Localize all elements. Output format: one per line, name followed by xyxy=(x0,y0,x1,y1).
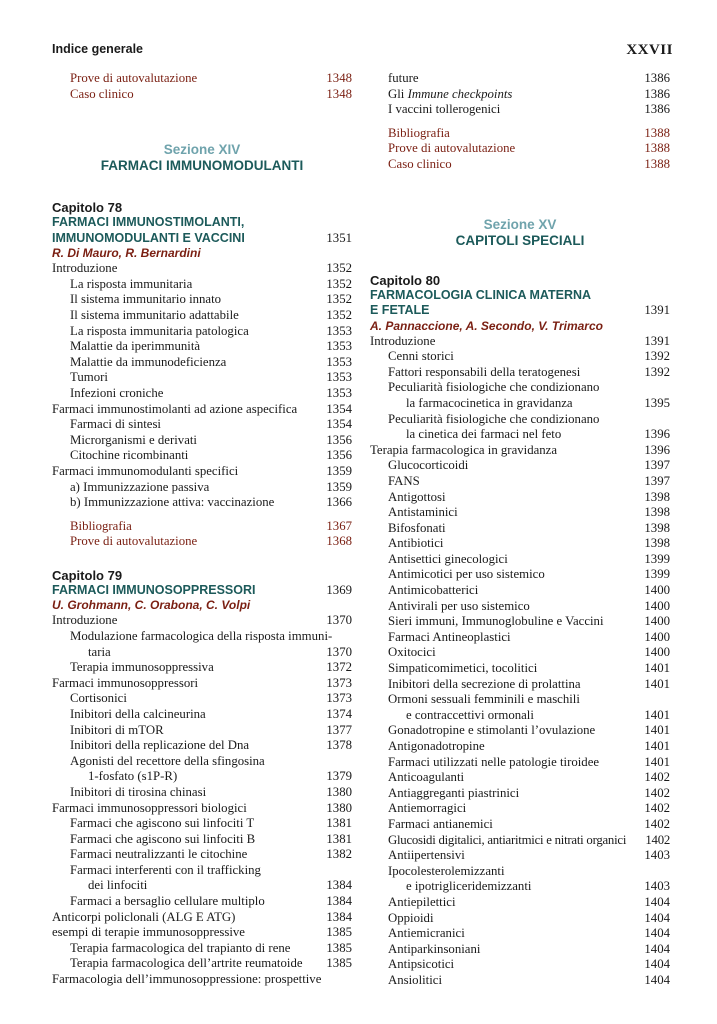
toc-entry[interactable]: Oppioidi 1404 xyxy=(388,910,670,925)
chapter-authors: A. Pannaccione, A. Secondo, V. Trimarco xyxy=(370,318,603,333)
toc-entry[interactable]: Anticorpi policlonali (ALG E ATG) 1384 xyxy=(52,909,352,924)
toc-entry[interactable]: Antistaminici 1398 xyxy=(388,505,670,520)
toc-entry[interactable]: Farmaci immunostimolanti ad azione aspecifica 1354 xyxy=(52,401,352,416)
toc-entry[interactable]: Antiemicranici 1404 xyxy=(388,926,670,941)
toc-entry[interactable]: e contraccettivi ormonali 1401 xyxy=(406,707,670,722)
toc-entry[interactable]: Introduzione 1352 xyxy=(52,261,352,276)
toc-entry[interactable]: Farmaci immunosoppressori biologici 1380 xyxy=(52,800,352,815)
toc-entry[interactable]: Antimicotici per uso sistemico 1399 xyxy=(388,567,670,582)
toc-entry-prove[interactable]: Prove di autovalutazione 1368 xyxy=(70,534,352,549)
section-number: Sezione XIV xyxy=(163,142,241,158)
chapter-authors: R. Di Mauro, R. Bernardini xyxy=(52,246,201,261)
toc-entry[interactable]: Gonadotropine e stimolanti l’ovulazione 1401 xyxy=(388,723,670,738)
toc-entry[interactable]: Fattori responsabili della teratogenesi 1392 xyxy=(388,364,670,379)
toc-entry[interactable]: Farmaci antianemici 1402 xyxy=(388,816,670,831)
toc-entry[interactable]: Inibitori di mTOR 1377 xyxy=(70,722,352,737)
toc-entry[interactable]: future 1386 xyxy=(388,71,670,85)
toc-entry-prove[interactable]: Prove di autovalutazione 1388 xyxy=(388,141,670,156)
toc-entry[interactable]: Farmaci neutralizzanti le citochine 1382 xyxy=(70,847,352,862)
toc-entry[interactable]: Simpaticomimetici, tocolitici 1401 xyxy=(388,661,670,676)
chapter-title-line[interactable]: FARMACI IMMUNOSOPPRESSORI 1369 xyxy=(52,582,352,597)
toc-entry[interactable]: Peculiarità fisiologiche che condizionano xyxy=(388,411,600,426)
toc-entry[interactable]: Farmaci utilizzati nelle patologie tiroidee 1401 xyxy=(388,754,670,769)
chapter-number: Capitolo 80 xyxy=(370,272,441,288)
toc-entry[interactable]: 1-fosfato (s1P-R) 1379 xyxy=(88,769,352,784)
toc-entry[interactable]: Bifosfonati 1398 xyxy=(388,520,670,535)
toc-entry[interactable]: Tumori 1353 xyxy=(70,370,352,385)
toc-entry[interactable]: Antiparkinsoniani 1404 xyxy=(388,941,670,956)
toc-entry[interactable]: I vaccini tollerogenici 1386 xyxy=(388,102,670,117)
toc-entry[interactable]: Sieri immuni, Immunoglobuline e Vaccini 1400 xyxy=(388,614,670,629)
toc-entry[interactable]: la farmacocinetica in gravidanza 1395 xyxy=(406,395,670,410)
toc-entry[interactable]: esempi di terapie immunosoppressive 1385 xyxy=(52,925,352,940)
toc-entry[interactable]: b) Immunizzazione attiva: vaccinazione 1366 xyxy=(70,495,352,510)
toc-entry[interactable]: Il sistema immunitario adattabile 1352 xyxy=(70,307,352,322)
toc-entry[interactable]: Oxitocici 1400 xyxy=(388,645,670,660)
toc-entry-prove[interactable]: Prove di autovalutazione 1348 xyxy=(70,71,352,85)
toc-entry[interactable]: taria 1370 xyxy=(88,644,352,659)
toc-entry[interactable]: Modulazione farmacologica della risposta immuni- xyxy=(70,628,333,643)
toc-entry[interactable]: Inibitori della replicazione del Dna 1378 xyxy=(70,738,352,753)
toc-left-column xyxy=(52,71,352,988)
chapter-number: Capitolo 79 xyxy=(52,567,123,583)
toc-entry[interactable]: Farmaci immunomodulanti specifici 1359 xyxy=(52,463,352,478)
toc-entry[interactable]: a) Immunizzazione passiva 1359 xyxy=(70,479,352,494)
toc-entry[interactable]: Malattie da iperimmunità 1353 xyxy=(70,339,352,354)
toc-entry[interactable]: Terapia farmacologica del trapianto di rene 1385 xyxy=(70,940,352,955)
toc-entry[interactable]: Antiaggreganti piastrinici 1402 xyxy=(388,785,670,800)
toc-entry[interactable]: Malattie da immunodeficienza 1353 xyxy=(70,354,352,369)
toc-entry[interactable]: Antisettici ginecologici 1399 xyxy=(388,551,670,566)
toc-entry[interactable]: La risposta immunitaria patologica 1353 xyxy=(70,323,352,338)
toc-entry[interactable]: Antiepilettici 1404 xyxy=(388,894,670,909)
toc-entry-bibliografia[interactable]: Bibliografia 1388 xyxy=(388,125,670,140)
section-title: CAPITOLI SPECIALI xyxy=(455,232,585,248)
toc-entry[interactable]: Glucosidi digitalici, antiaritmici e nitrati organici 1402 xyxy=(388,832,670,847)
toc-entry[interactable]: Microrganismi e derivati 1356 xyxy=(70,432,352,447)
toc-entry[interactable]: Farmaci di sintesi 1354 xyxy=(70,417,352,432)
toc-entry[interactable]: Introduzione 1370 xyxy=(52,613,352,628)
toc-entry[interactable]: Terapia farmacologica dell’artrite reumatoide 1385 xyxy=(70,956,352,971)
section-number: Sezione XV xyxy=(483,216,557,232)
toc-entry[interactable]: Farmaci che agiscono sui linfociti B 1381 xyxy=(70,831,352,846)
toc-entry-caso-clinico[interactable]: Caso clinico 1388 xyxy=(388,156,670,171)
toc-entry[interactable]: la cinetica dei farmaci nel feto 1396 xyxy=(406,427,670,442)
chapter-title-line[interactable]: IMMUNOMODULANTI E VACCINI 1351 xyxy=(52,230,352,245)
toc-entry-caso-clinico[interactable]: Caso clinico 1348 xyxy=(70,86,352,101)
toc-entry[interactable]: Farmaci immunosoppressori 1373 xyxy=(52,675,352,690)
running-header-title: Indice generale xyxy=(52,42,144,56)
toc-entry[interactable]: FANS 1397 xyxy=(388,473,670,488)
toc-entry[interactable]: Antibiotici 1398 xyxy=(388,536,670,551)
toc-entry-bibliografia[interactable]: Bibliografia 1367 xyxy=(70,518,352,533)
toc-entry[interactable]: Il sistema immunitario innato 1352 xyxy=(70,292,352,307)
toc-entry[interactable]: Antigottosi 1398 xyxy=(388,489,670,504)
toc-entry[interactable]: Infezioni croniche 1353 xyxy=(70,385,352,400)
toc-entry[interactable]: Terapia immunosoppressiva 1372 xyxy=(70,660,352,675)
toc-entry[interactable]: Ormoni sessuali femminili e maschili xyxy=(388,692,580,707)
toc-entry[interactable]: Antiemorragici 1402 xyxy=(388,801,670,816)
toc-entry[interactable]: Inibitori della calcineurina 1374 xyxy=(70,706,352,721)
toc-entry[interactable]: Peculiarità fisiologiche che condizionano xyxy=(388,380,600,395)
toc-entry[interactable]: Ipocolesterolemizzanti xyxy=(388,863,505,878)
toc-entry[interactable]: Antimicobatterici 1400 xyxy=(388,583,670,598)
toc-entry[interactable]: Agonisti del recettore della sfingosina xyxy=(70,753,265,768)
toc-entry[interactable]: Farmaci interferenti con il trafficking xyxy=(70,862,261,877)
toc-entry[interactable]: Antiipertensivi 1403 xyxy=(388,848,670,863)
toc-entry[interactable]: Antigonadotropine 1401 xyxy=(388,739,670,753)
toc-right-column xyxy=(370,71,670,989)
toc-entry[interactable]: dei linfociti 1384 xyxy=(88,878,352,893)
toc-entry[interactable]: Farmaci Antineoplastici 1400 xyxy=(388,629,670,644)
toc-entry[interactable]: Cortisonici 1373 xyxy=(70,691,352,706)
chapter-title-line[interactable]: E FETALE 1391 xyxy=(370,303,670,318)
toc-entry[interactable]: Citochine ricombinanti 1356 xyxy=(70,448,352,463)
toc-entry[interactable]: Ansiolitici 1404 xyxy=(388,972,670,987)
chapter-authors: U. Grohmann, C. Orabona, C. Volpi xyxy=(52,598,251,613)
chapter-title-line[interactable]: FARMACI IMMUNOSTIMOLANTI, xyxy=(52,215,245,230)
toc-entry[interactable]: Farmaci a bersaglio cellulare multiplo 1384 xyxy=(70,894,352,909)
toc-entry[interactable]: Introduzione 1391 xyxy=(370,333,670,348)
section-title: FARMACI IMMUNOMODULANTI xyxy=(100,158,304,174)
toc-entry[interactable]: Antivirali per uso sistemico 1400 xyxy=(388,598,670,613)
toc-entry[interactable]: Farmacologia dell’immunosoppressione: prospettive xyxy=(52,972,322,987)
chapter-number: Capitolo 78 xyxy=(52,200,123,216)
chapter-title-line[interactable]: FARMACOLOGIA CLINICA MATERNA xyxy=(370,287,592,302)
toc-entry[interactable]: Inibitori di tirosina chinasi 1380 xyxy=(70,784,352,799)
toc-entry[interactable]: Inibitori della secrezione di prolattina 1401 xyxy=(388,676,670,691)
toc-entry[interactable]: Farmaci che agiscono sui linfociti T 1381 xyxy=(70,816,352,831)
toc-entry[interactable]: La risposta immunitaria 1352 xyxy=(70,276,352,291)
toc-entry[interactable]: e ipotrigliceridemizzanti 1403 xyxy=(406,879,670,894)
toc-entry[interactable]: Terapia farmacologica in gravidanza 1396 xyxy=(370,442,670,457)
toc-entry[interactable]: Anticoagulanti 1402 xyxy=(388,770,670,785)
toc-entry[interactable]: Gli Immune checkpoints 1386 xyxy=(388,86,670,101)
toc-entry[interactable]: Cenni storici 1392 xyxy=(388,349,670,364)
page-number-roman: XXVII xyxy=(626,42,673,58)
toc-entry[interactable]: Glucocorticoidi 1397 xyxy=(388,458,670,473)
toc-entry[interactable]: Antipsicotici 1404 xyxy=(388,957,670,972)
